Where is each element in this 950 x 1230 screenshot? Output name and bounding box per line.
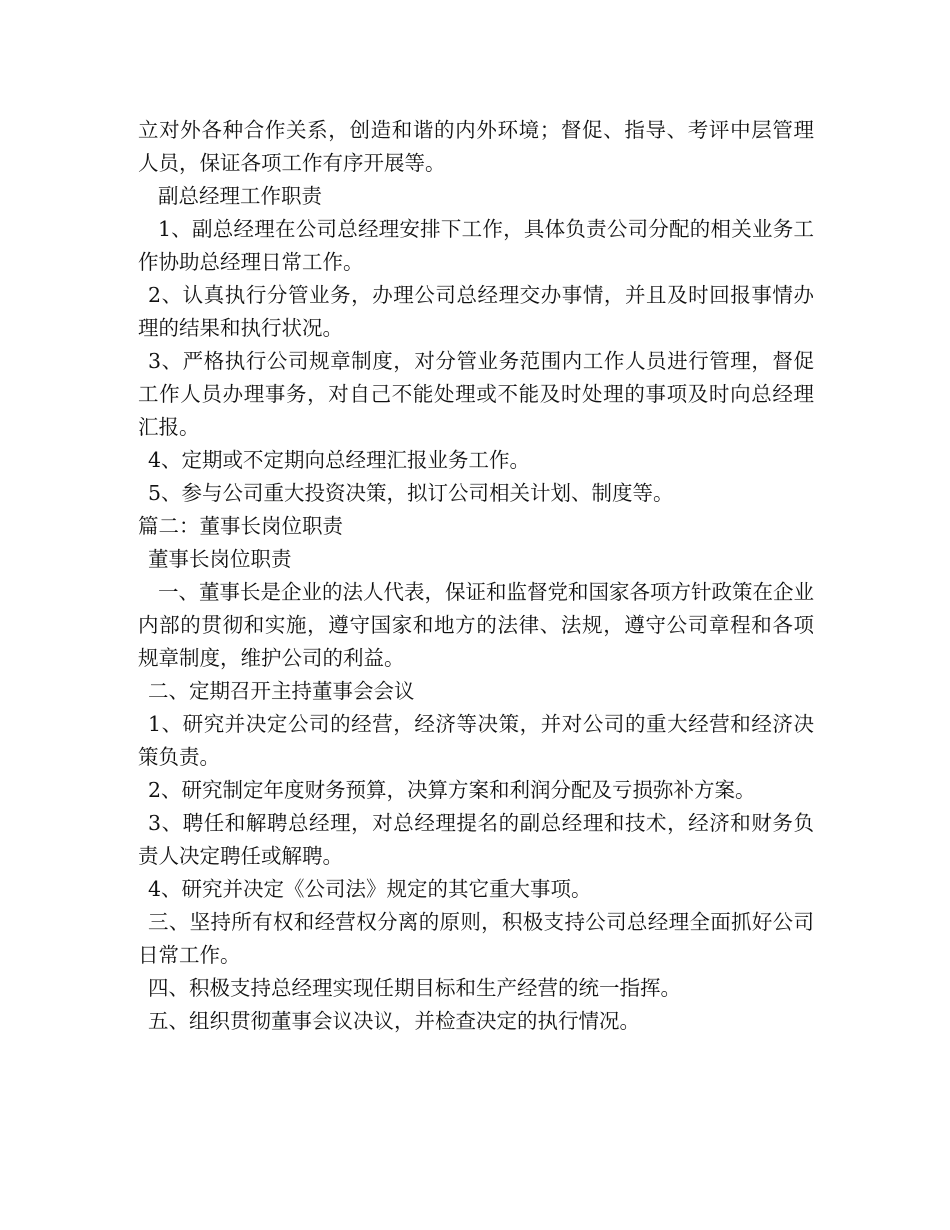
list-item-deputy-4: 4、定期或不定期向总经理汇报业务工作。: [148, 448, 531, 472]
list-item-chairman-4: 四、积极支持总经理实现任期目标和生产经营的统一指挥。: [148, 976, 681, 1000]
list-item-deputy-2: 2、认真执行分管业务，办理公司总经理交办事情，并且及时回报事情办理的结果和执行状况。: [138, 283, 814, 340]
list-item-chairman-3: 三、坚持所有权和经营权分离的原则，积极支持公司总经理全面抓好公司日常工作。: [138, 910, 814, 967]
sub-item-chairman-2-2: 2、研究制定年度财务预算，决算方案和利润分配及亏损弥补方案。: [148, 778, 756, 802]
list-item-chairman-5: 五、组织贯彻董事会议决议，并检查决定的执行情况。: [148, 1009, 640, 1033]
section-heading-deputy-gm: 副总经理工作职责: [158, 184, 322, 208]
list-item-chairman-1: 一、董事长是企业的法人代表，保证和监督党和国家各项方针政策在企业内部的贯彻和实施，遵守国家和地方的法律、法规，遵守公司章程和各项规章制度，维护公司的利益。: [138, 580, 814, 670]
document-page: [138, 114, 814, 1038]
chapter-heading-chairman: 篇二：董事长岗位职责: [138, 514, 343, 538]
paragraph-intro-continuation: 立对外各种合作关系，创造和谐的内外环境；督促、指导、考评中层管理人员，保证各项工作有序开展等。: [138, 118, 814, 175]
sub-item-chairman-2-3: 3、聘任和解聘总经理，对总经理提名的副总经理和技术，经济和财务负责人决定聘任或解聘。: [138, 811, 814, 868]
sub-item-chairman-2-4: 4、研究并决定《公司法》规定的其它重大事项。: [148, 877, 592, 901]
list-item-deputy-5: 5、参与公司重大投资决策，拟订公司相关计划、制度等。: [148, 481, 674, 505]
list-item-deputy-1: 1、副总经理在公司总经理安排下工作，具体负责公司分配的相关业务工作协助总经理日常工作。: [138, 217, 814, 274]
list-item-chairman-2: 二、定期召开主持董事会会议: [148, 679, 415, 703]
sub-item-chairman-2-1: 1、研究并决定公司的经营，经济等决策，并对公司的重大经营和经济决策负责。: [138, 712, 814, 769]
section-heading-chairman: 董事长岗位职责: [148, 547, 292, 571]
list-item-deputy-3: 3、严格执行公司规章制度，对分管业务范围内工作人员进行管理，督促工作人员办理事务，对自己不能处理或不能及时处理的事项及时向总经理汇报。: [138, 349, 814, 439]
